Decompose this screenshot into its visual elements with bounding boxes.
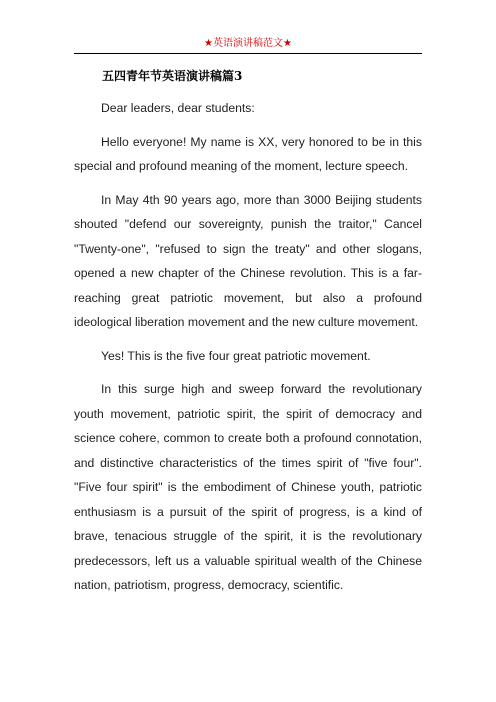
paragraph: Yes! This is the five four great patriotic movement. xyxy=(101,348,371,363)
paragraph-salutation: Dear leaders, dear students: xyxy=(101,101,255,115)
paragraph: Hello everyone! My name is XX, very honored to be in this special and profound meaning of the moment, lecture speech. xyxy=(74,134,422,173)
page-header: ★英语演讲稿范文★ xyxy=(204,38,292,49)
header-divider xyxy=(74,53,422,54)
document-title: 五四青年节英语演讲稿篇3 xyxy=(102,69,243,83)
paragraph: In this surge high and sweep forward the revolutionary youth movement, patriotic spirit, the spirit of democracy and science cohere, common to create both a profound connotation, and distinctive characteristics of the times spirit of "five four". "Five four spirit" is the embodiment of Chinese youth, patriotic enthusiasm is a pursuit of the spirit of progress, is a kind of brave, tenacious struggle of the spirit, it is the revolutionary predecessors, left us a valuable spiritual wealth of the Chinese nation, patriotism, progress, democracy, scientific. xyxy=(74,382,422,592)
document-body xyxy=(74,96,422,607)
paragraph: In May 4th 90 years ago, more than 3000 Beijing students shouted "defend our sovereignty, punish the traitor," Cancel "Twenty-one", "refused to sign the treaty" and other slogans, opened a new chapter of the Chinese revolution. This is a far-reaching great patriotic movement, but also a profound ideological liberation movement and the new culture movement. xyxy=(74,192,422,329)
